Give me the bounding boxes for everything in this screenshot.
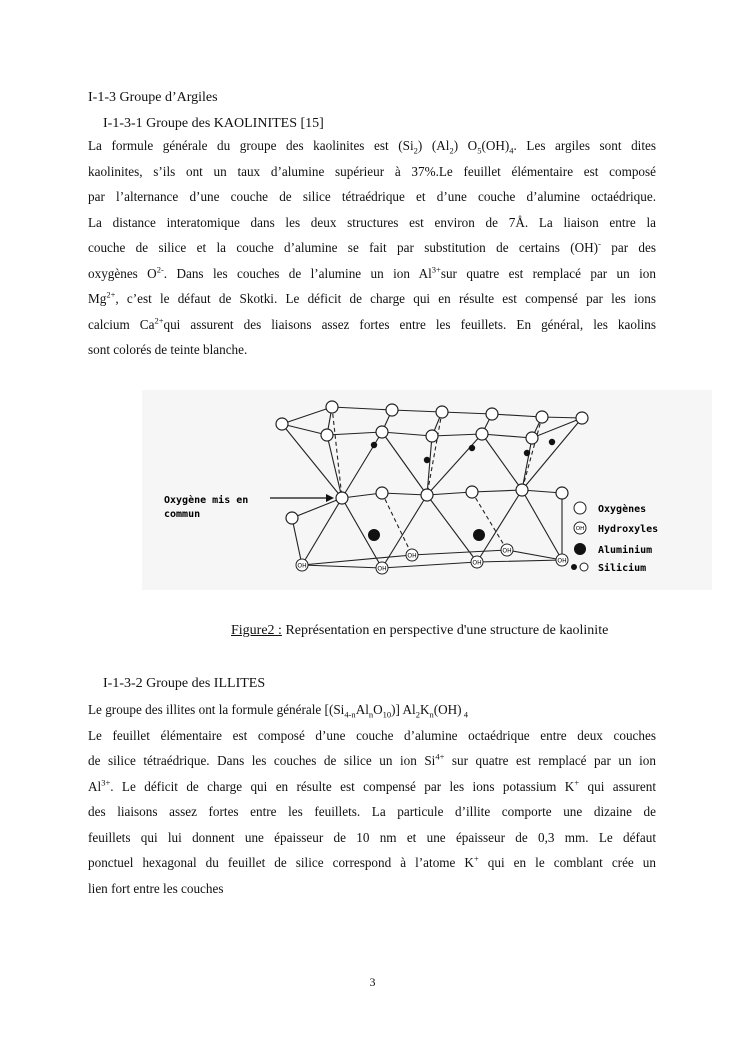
- section-heading: I-1-3 Groupe d’Argiles: [88, 90, 218, 105]
- legend-silicon: Silicium: [598, 563, 647, 574]
- illite-heading: I-1-3-2 Groupe des ILLITES: [103, 676, 266, 691]
- oh-symbol: OH: [557, 557, 567, 565]
- para-line: $Al^{3+}$. Le déficit de charge qui en résulte est compensé par les ions potassium K+ qui assurent: [88, 777, 656, 794]
- illite-paragraph: [88, 697, 656, 901]
- figure-caption-label: Figure2 :: [231, 623, 282, 638]
- oh-symbol: OH: [297, 562, 307, 570]
- para-line: des liaisons assez fortes entre les feuillets. La particule d’illite comporte une dizaine de: [88, 804, 656, 819]
- oh-symbol: OH: [575, 526, 585, 532]
- para-line: par l’alternance d’une couche de silice tétraédrique et d’une couche d’alumine octaédrique.: [88, 189, 656, 204]
- para-line: de silice tétraédrique. Dans les couches de silice un ion $Si^{4+}$ sur quatre est remplacé par un ion: [88, 751, 656, 768]
- para-line: calcium $Ca^{2+}qui$ assurent des liaisons assez fortes entre les feuillets. En général, les kaolins: [88, 315, 656, 332]
- shared-oxygen-label-1: Oxygène mis en: [164, 495, 249, 506]
- legend-silicon-icon-2: [580, 563, 588, 571]
- kaolinite-heading: I-1-3-1 Groupe des KAOLINITES [15]: [103, 116, 324, 131]
- figure-caption: [231, 623, 608, 639]
- para-line: Le feuillet élémentaire est composé d’une couche d’alumine octaédrique entre deux couches: [88, 727, 656, 743]
- para-line: sont colorés de teinte blanche.: [88, 342, 248, 357]
- para-line: oxygènes $O^{2-}$. Dans les couches de l’alumine un ion $Al^{3+}sur$ quatre est remplacé par un ion: [88, 264, 656, 281]
- para-line: $Mg^{2+}$, c’est le défaut de Skotki. Le déficit de charge qui en résulte est compensé par les ions: [88, 289, 656, 306]
- kaolinite-structure-figure: [142, 390, 712, 590]
- para-line: lien fort entre les couches: [88, 880, 224, 896]
- legend-oxygen-icon: [574, 502, 586, 514]
- legend-silicon-icon: [571, 564, 577, 570]
- para-line: feuillets qui lui donnent une épaisseur de 10 nm et une épaisseur de 0,3 mm. Le défaut: [88, 829, 656, 845]
- oh-symbol: OH: [407, 552, 417, 560]
- oh-symbol: OH: [472, 559, 482, 567]
- para-line: La formule générale du groupe des kaolinites est $(Si_2)$ $(Al_2)$ $O_5(OH)_4$. Les argiles sont dites: [88, 138, 656, 156]
- para-line: La distance interatomique dans les deux structures est environ de 7Å. La liaison entre la: [88, 214, 656, 230]
- figure-caption-text: Représentation en perspective d'une structure de kaolinite: [281, 623, 609, 638]
- oh-symbol: OH: [377, 565, 387, 573]
- shared-oxygen-label-2: commun: [164, 509, 201, 520]
- para-line: ponctuel hexagonal du feuillet de silice correspond à l’atome K+ qui en le comblant crée un: [88, 853, 656, 870]
- page-number: 3: [369, 975, 376, 989]
- para-line: Le groupe des illites ont la formule générale $[(Si_{4-n}Al_nO_{10})]$ $Al_2K_n(OH)$ $_4$: [88, 702, 468, 720]
- para-line: kaolinites, s’ils ont un taux d’alumine supérieur à 37%.Le feuillet élémentaire est composé: [88, 163, 656, 179]
- legend-oxygen: Oxygènes: [598, 504, 647, 515]
- legend-aluminium-icon: [574, 543, 586, 555]
- para-line: couche de silice et la couche d’alumine se fait par substitution de certains (OH)- par des: [88, 238, 656, 255]
- kaolinite-paragraph: [88, 133, 656, 363]
- legend-aluminium: Aluminium: [598, 545, 653, 556]
- oh-symbol: OH: [502, 547, 512, 555]
- legend-hydroxyl: Hydroxyles: [598, 524, 659, 535]
